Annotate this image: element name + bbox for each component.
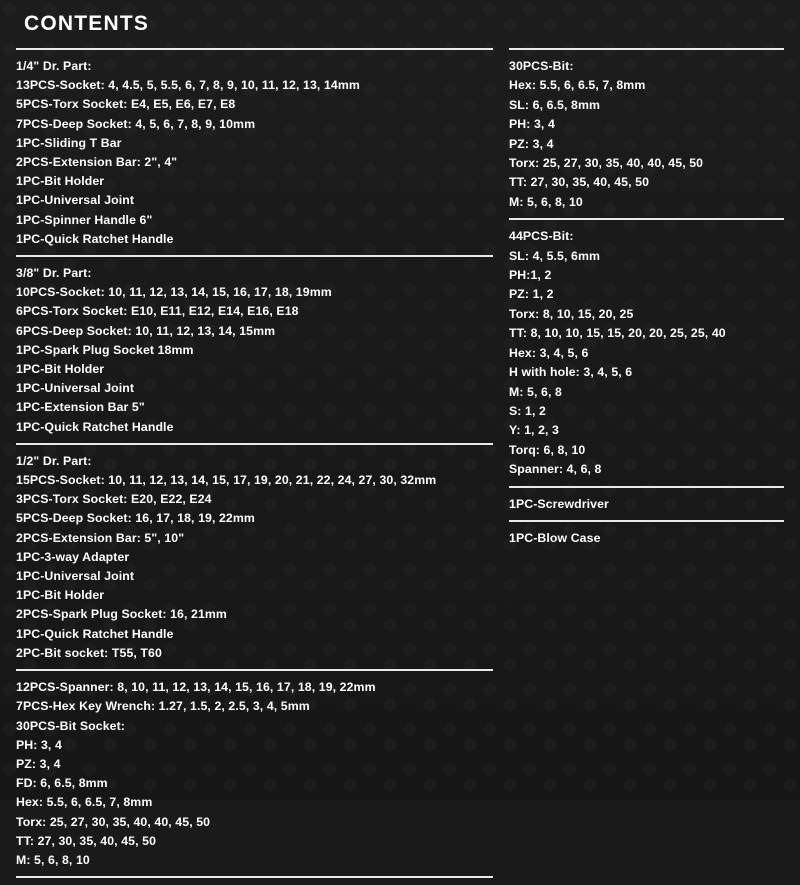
list-item: 1PC-3-way Adapter [16, 549, 130, 564]
list-item: 1PC-Extension Bar 5" [16, 400, 145, 415]
list-item: M: 5, 6, 8, 10 [509, 194, 583, 209]
list-item: 6PCS-Torx Socket: E10, E11, E12, E14, E16, E18 [16, 304, 299, 319]
list-item: 30PCS-Bit Socket: [16, 718, 125, 733]
right-column [503, 42, 784, 548]
list-item: 1PC-Blow Case [509, 530, 601, 545]
section-half-inch-drive [16, 452, 493, 663]
list-item: 1PC-Quick Ratchet Handle [16, 231, 174, 246]
list-item: Spanner: 4, 6, 8 [509, 462, 602, 477]
list-item: 7PCS-Hex Key Wrench: 1.27, 1.5, 2, 2.5, 3, 4, 5mm [16, 699, 310, 714]
divider [16, 443, 493, 445]
list-item: FD: 6, 6.5, 8mm [16, 776, 108, 791]
divider [16, 255, 493, 257]
divider [509, 48, 784, 50]
list-item: PH: 3, 4 [16, 737, 62, 752]
divider [509, 520, 784, 522]
list-item: PZ: 3, 4 [509, 136, 554, 151]
list-item: 2PCS-Extension Bar: 5", 10" [16, 530, 185, 545]
list-item: Torx: 25, 27, 30, 35, 40, 40, 45, 50 [509, 156, 704, 171]
list-item: 1PC-Sliding T Bar [16, 135, 122, 150]
list-item: 15PCS-Socket: 10, 11, 12, 13, 14, 15, 17, 19, 20, 21, 22, 24, 27, 30, 32mm [16, 473, 437, 488]
page-title: CONTENTS [24, 12, 150, 35]
list-item: 12PCS-Spanner: 8, 10, 11, 12, 13, 14, 15, 16, 17, 18, 19, 22mm [16, 680, 376, 695]
list-item: M: 5, 6, 8 [509, 384, 562, 399]
list-item: 44PCS-Bit: [509, 229, 574, 244]
list-item: 1PC-Universal Joint [16, 193, 135, 208]
list-item: Hex: 3, 4, 5, 6 [509, 345, 589, 360]
list-item: 1PC-Bit Holder [16, 362, 105, 377]
list-item: 2PCS-Spark Plug Socket: 16, 21mm [16, 607, 227, 622]
list-item: 1PC-Spark Plug Socket 18mm [16, 342, 194, 357]
section-screwdriver [509, 495, 784, 514]
list-item: 6PCS-Deep Socket: 10, 11, 12, 13, 14, 15mm [16, 323, 276, 338]
list-item: 1PC-Universal Joint [16, 381, 135, 396]
list-item: Torx: 25, 27, 30, 35, 40, 40, 45, 50 [16, 814, 211, 829]
divider [509, 486, 784, 488]
divider [16, 48, 493, 50]
list-item: PH:1, 2 [509, 268, 552, 283]
list-item: 1PC-Quick Ratchet Handle [16, 626, 174, 641]
section-30pcs-bit [509, 57, 784, 212]
list-item: SL: 4, 5.5, 6mm [509, 248, 601, 263]
list-item: S: 1, 2 [509, 403, 546, 418]
list-item: TT: 27, 30, 35, 40, 45, 50 [509, 175, 650, 190]
list-item: Hex: 5.5, 6, 6.5, 7, 8mm [509, 78, 646, 93]
list-item: 1PC-Bit Holder [16, 588, 105, 603]
list-item: Hex: 5.5, 6, 6.5, 7, 8mm [16, 795, 153, 810]
list-item: 1PC-Universal Joint [16, 569, 135, 584]
list-item: 3/8" Dr. Part: [16, 266, 92, 281]
list-item: 3PCS-Torx Socket: E20, E22, E24 [16, 492, 212, 507]
list-item: 13PCS-Socket: 4, 4.5, 5, 5.5, 6, 7, 8, 9, 10, 11, 12, 13, 14mm [16, 78, 360, 93]
list-item: 2PCS-Extension Bar: 2", 4" [16, 155, 178, 170]
list-item: 1PC-Quick Ratchet Handle [16, 419, 174, 434]
left-column [16, 42, 503, 885]
list-item: 30PCS-Bit: [509, 59, 574, 73]
divider [16, 669, 493, 671]
section-quarter-inch-drive [16, 57, 493, 249]
list-item: 5PCS-Torx Socket: E4, E5, E6, E7, E8 [16, 97, 236, 112]
list-item: 1PC-Bit Holder [16, 174, 105, 189]
section-44pcs-bit [509, 227, 784, 479]
list-item: Y: 1, 2, 3 [509, 423, 559, 438]
list-item: M: 5, 6, 8, 10 [16, 852, 90, 867]
list-item: 10PCS-Socket: 10, 11, 12, 13, 14, 15, 16, 17, 18, 19mm [16, 285, 332, 300]
list-item: TT: 8, 10, 10, 15, 15, 20, 20, 25, 25, 40 [509, 326, 726, 341]
list-item: 1PC-Spinner Handle 6" [16, 212, 153, 227]
divider [16, 876, 493, 878]
list-item: PZ: 1, 2 [509, 287, 554, 302]
list-item: 5PCS-Deep Socket: 16, 17, 18, 19, 22mm [16, 511, 255, 526]
list-item: Torx: 8, 10, 15, 20, 25 [509, 306, 634, 321]
section-blow-case [509, 529, 784, 548]
divider [509, 218, 784, 220]
list-item: 1/4" Dr. Part: [16, 59, 92, 73]
list-item: 2PC-Bit socket: T55, T60 [16, 645, 162, 660]
list-item: 7PCS-Deep Socket: 4, 5, 6, 7, 8, 9, 10mm [16, 116, 256, 131]
contents-columns [16, 42, 784, 885]
list-item: PH: 3, 4 [509, 117, 555, 132]
list-item: 1PC-Screwdriver [509, 496, 609, 511]
list-item: SL: 6, 6.5, 8mm [509, 97, 601, 112]
section-spanners-and-bits [16, 678, 493, 870]
list-item: Torq: 6, 8, 10 [509, 442, 586, 457]
list-item: 1/2" Dr. Part: [16, 453, 92, 468]
list-item: PZ: 3, 4 [16, 756, 61, 771]
section-three-eighths-drive [16, 264, 493, 437]
list-item: TT: 27, 30, 35, 40, 45, 50 [16, 833, 157, 848]
list-item: H with hole: 3, 4, 5, 6 [509, 365, 633, 380]
